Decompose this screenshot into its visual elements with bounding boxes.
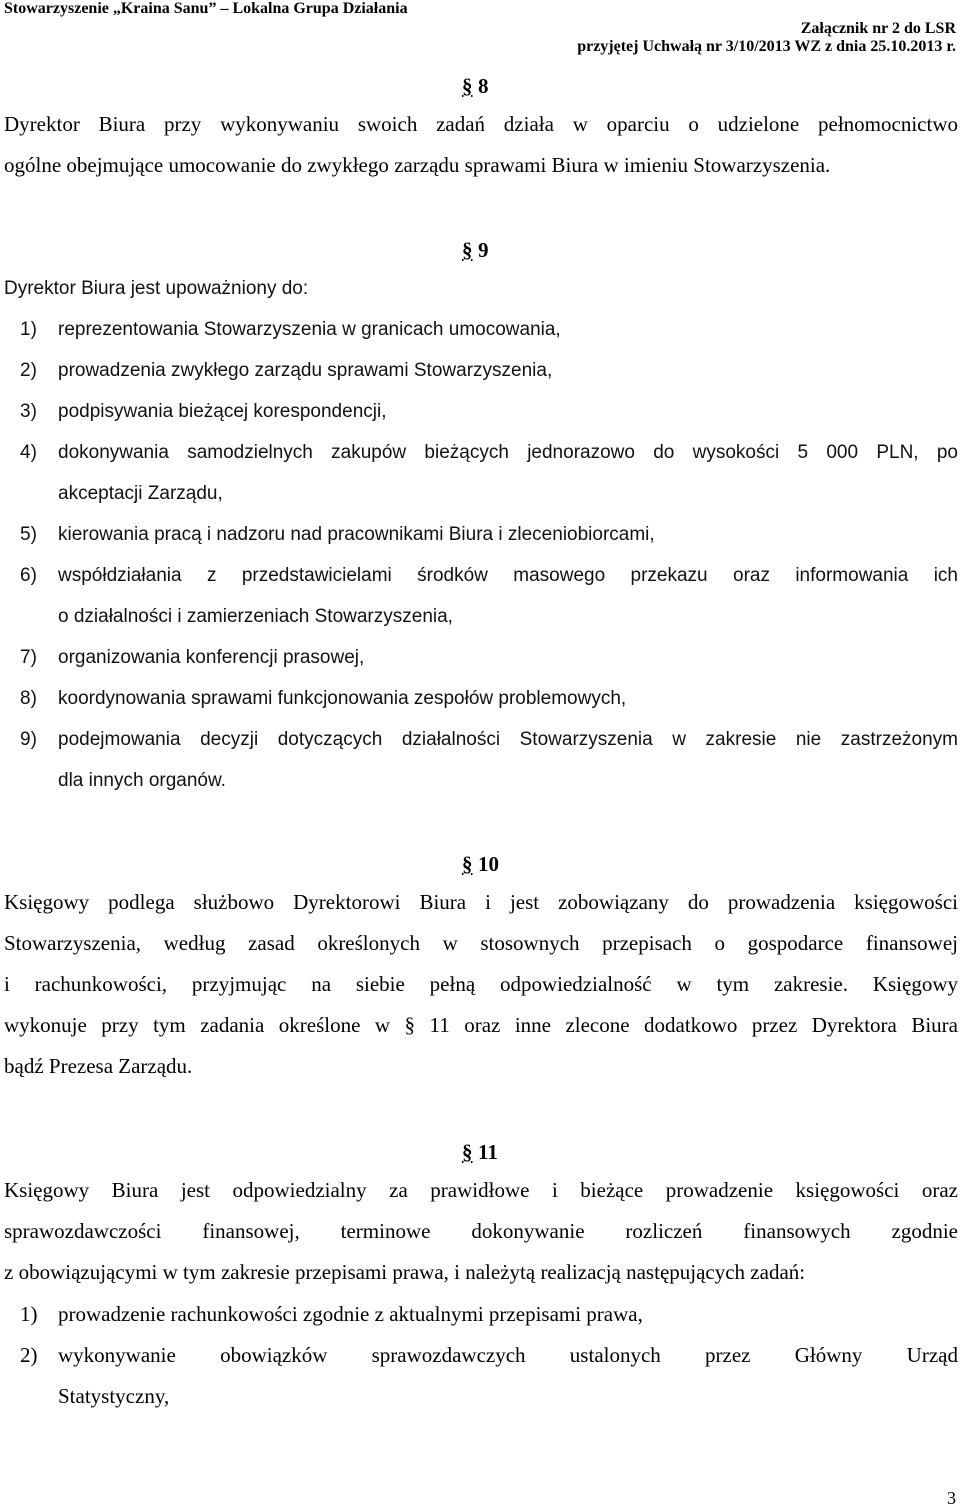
list-item-line: koordynowania sprawami funkcjonowania zespołów problemowych,: [58, 688, 627, 709]
paragraph-line: Księgowy Biura jest odpowiedzialny za prawidłowe i bieżące prowadzenie księgowości oraz: [4, 1178, 958, 1202]
header-attachment: Załącznik nr 2 do LSR: [800, 20, 956, 37]
section-number: 11: [478, 1140, 498, 1164]
list-item-number: 7): [20, 647, 37, 668]
list-item-text: [58, 678, 958, 719]
paragraph-line: Dyrektor Biura przy wykonywaniu swoich zadań działa w oparciu o udzielone pełnomocnictwo: [4, 112, 958, 136]
section-heading-8: [462, 74, 489, 98]
list-item-line: organizowania konferencji prasowej,: [58, 647, 365, 668]
list-item-line: o działalności i zamierzeniach Stowarzyszenia,: [58, 606, 453, 627]
list-item-number: 5): [20, 524, 37, 545]
list-item-text: [58, 309, 958, 350]
paragraph-line: bądź Prezesa Zarządu.: [4, 1054, 193, 1078]
paragraph-line: wykonuje przy tym zadania określone w § 11 oraz inne zlecone dodatkowo przez Dyrektora Biura: [4, 1013, 958, 1037]
list-item: [4, 555, 958, 637]
section-heading-10: [462, 852, 499, 876]
section-sign: §: [462, 74, 473, 98]
section-9-intro: Dyrektor Biura jest upoważniony do:: [4, 278, 309, 299]
list-item-number: 6): [20, 565, 37, 586]
section-sign: §: [462, 238, 473, 262]
page-number: 3: [947, 1488, 956, 1508]
paragraph-line: ogólne obejmujące umocowanie do zwykłego zarządu sprawami Biura w imieniu Stowarzyszenia.: [4, 153, 831, 177]
list-item: [4, 678, 958, 719]
header-organization: Stowarzyszenie „Kraina Sanu” – Lokalna Grupa Działania: [4, 0, 408, 17]
paragraph-line: Stowarzyszenia, według zasad określonych w stosownych przepisach o gospodarce finansowej: [4, 931, 958, 955]
list-item: [4, 350, 958, 391]
list-item-number: 8): [20, 688, 37, 709]
list-item: [4, 432, 958, 514]
list-item-text: [58, 432, 958, 514]
paragraph-line: i rachunkowości, przyjmując na siebie pełną odpowiedzialność w tym zakresie. Księgowy: [4, 972, 958, 996]
list-item-line: reprezentowania Stowarzyszenia w granicach umocowania,: [58, 319, 561, 340]
paragraph-line: z obowiązującymi w tym zakresie przepisami prawa, i należytą realizacją następujących zadań:: [4, 1260, 806, 1284]
list-item: [4, 514, 958, 555]
list-item-text: [58, 514, 958, 555]
list-item-line: prowadzenie rachunkowości zgodnie z aktualnymi przepisami prawa,: [58, 1302, 643, 1326]
list-item-text: [58, 350, 958, 391]
list-item-text: [58, 637, 958, 678]
list-item: [4, 719, 958, 801]
section-number: 10: [478, 852, 499, 876]
header-resolution: przyjętej Uchwałą nr 3/10/2013 WZ z dnia 25.10.2013 r.: [577, 38, 956, 55]
section-11-paragraph: [4, 1170, 958, 1293]
list-item-line: akceptacji Zarządu,: [58, 483, 223, 504]
list-item-line: dokonywania samodzielnych zakupów bieżących jednorazowo do wysokości 5 000 PLN, po: [58, 442, 958, 463]
list-item-line: dla innych organów.: [58, 770, 226, 791]
list-item-number: 9): [20, 729, 37, 750]
section-number: 8: [478, 74, 489, 98]
list-item-number: 3): [20, 401, 37, 422]
list-item-number: 1): [20, 1302, 38, 1326]
list-item: [4, 391, 958, 432]
list-item-text: [58, 1335, 958, 1417]
section-number: 9: [478, 238, 489, 262]
list-item-line: podejmowania decyzji dotyczących działalności Stowarzyszenia w zakresie nie zastrzeżonym: [58, 729, 958, 750]
list-item-line: prowadzenia zwykłego zarządu sprawami Stowarzyszenia,: [58, 360, 553, 381]
list-item-line: Statystyczny,: [58, 1384, 170, 1408]
list-item-number: 1): [20, 319, 37, 340]
paragraph-line: Księgowy podlega służbowo Dyrektorowi Biura i jest zobowiązany do prowadzenia księgowości: [4, 890, 958, 914]
list-item-text: [58, 555, 958, 637]
list-item: [4, 1335, 958, 1417]
list-item-number: 4): [20, 442, 37, 463]
section-heading-9: [462, 238, 489, 262]
list-item-line: współdziałania z przedstawicielami środków masowego przekazu oraz informowania ich: [58, 565, 958, 586]
paragraph-line: sprawozdawczości finansowej, terminowe dokonywanie rozliczeń finansowych zgodnie: [4, 1219, 958, 1243]
section-10-paragraph: [4, 882, 958, 1087]
list-item-text: [58, 719, 958, 801]
section-sign: §: [462, 1140, 473, 1164]
section-heading-11: [462, 1140, 498, 1164]
section-sign: §: [462, 852, 473, 876]
list-item: [4, 309, 958, 350]
section-8-paragraph: [4, 104, 958, 186]
list-item: [4, 1294, 958, 1335]
list-item-line: wykonywanie obowiązków sprawozdawczych ustalonych przez Główny Urząd: [58, 1343, 958, 1367]
list-item: [4, 637, 958, 678]
list-item-text: [58, 1294, 958, 1335]
list-item-line: kierowania pracą i nadzoru nad pracownikami Biura i zleceniobiorcami,: [58, 524, 655, 545]
list-item-number: 2): [20, 1343, 38, 1367]
list-item-text: [58, 391, 958, 432]
list-item-line: podpisywania bieżącej korespondencji,: [58, 401, 387, 422]
list-item-number: 2): [20, 360, 37, 381]
